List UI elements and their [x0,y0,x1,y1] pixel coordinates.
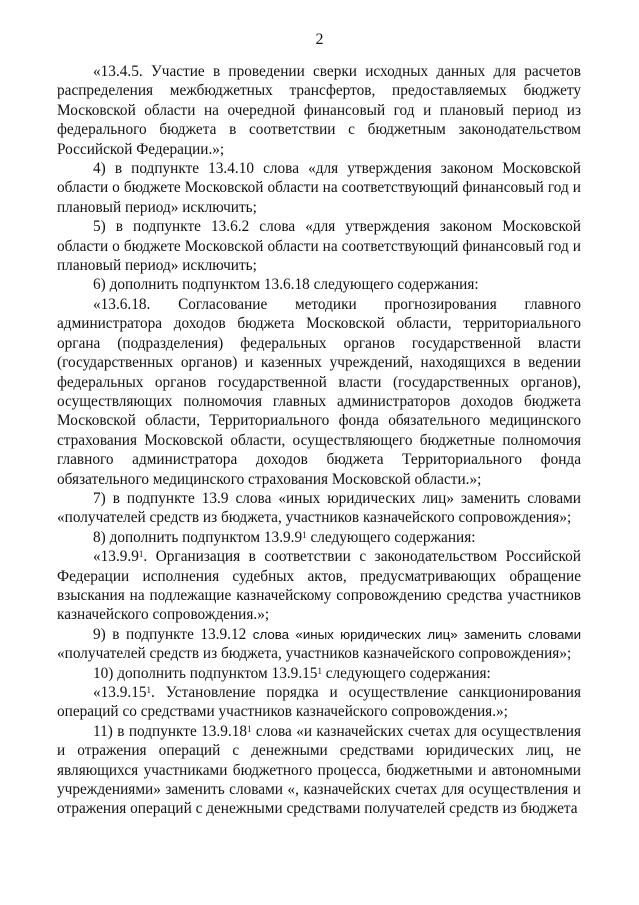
text-run-alt-font: слова «иных юридических лиц» заменить словами [252,626,582,642]
superscript: 1 [302,529,307,540]
text-run: 11) в подпункте 13.9.18 [93,722,248,740]
text-run: 10) дополнить подпунктом 13.9.15 [93,664,318,682]
text-run: следующего содержания: [306,528,476,546]
superscript: 1 [317,665,322,676]
paragraph-item-10 [57,664,581,683]
paragraph-item-7: 7) в подпункте 13.9 слова «иных юридических лиц» заменить словами «получателей средств из бюджета, участников казначейского сопровождения»; [57,489,581,527]
superscript: 1 [138,549,144,560]
paragraph-item-4: 4) в подпункте 13.4.10 слова «для утверждения законом Московской области о бюджете Московской области на соответствующий финансовый год и плановый период» исключить; [57,160,581,216]
document-body [57,62,581,819]
paragraph-13-4-5: «13.4.5. Участие в проведении сверки исходных данных для расчетов распределения межбюджетных трансфертов, предоставляемых бюджету Московской области на очередной финансовый год и плановый период из федерального бюджета в соответствии с бюджетным законодательством Российской Федерации.»; [57,63,581,158]
text-run: 9) в подпункте 13.9.12 [93,625,253,643]
paragraph-13-6-18: «13.6.18. Согласование методики прогнозирования главного администратора доходов бюджета Московской области, территориального органа (подразделения) федеральных органов государственной власти (государственных органов) и казенных учреждений, находящихся в ведении федеральных органов государственной власти (государственных органов), осуществляющих полномочия главных администраторов доходов бюджета Московской области, Территориального фонда обязательного медицинского страхования Московской области, осуществляющего бюджетные полномочия главного администратора доходов бюджета Территориального фонда обязательного медицинского страхования Московской области.»; [57,295,581,488]
text-run: . Организация в соответствии с законодательством Российской Федерации исполнения судебных актов, предусматривающих обращение взыскания на подлежащие казначейскому сопровождению средства участников казначейского сопровождения.»; [57,548,581,624]
text-run: 8) дополнить подпунктом 13.9.9 [93,528,303,546]
text-run: . Установление порядка и осуществление санкционирования операций со средствами участников казначейского сопровождения.»; [57,684,581,721]
paragraph-item-6: 6) дополнить подпунктом 13.6.18 следующего содержания: [93,276,479,294]
page-number: 2 [315,31,324,48]
text-run: «получателей средств из бюджета, участников казначейского сопровождения»; [57,645,572,663]
paragraph-13-9-15-1 [57,683,581,722]
superscript: 1 [146,685,152,695]
text-run: слова «и казначейских счетах для осуществления и отражения операций с денежными средствами юридических лиц, не являющихся участниками бюджетного процесса, бюджетными и автономными учреждениями» заменить словами «, казначейских счетах для осуществления и отражения операций с денежными средствами получателей средств из бюджета [57,722,581,818]
text-run: «13.9.15 [93,684,147,701]
paragraph-13-9-9-1 [57,547,581,625]
paragraph-item-9 [57,625,581,664]
text-run: «13.9.9 [93,548,139,566]
text-run: следующего содержания: [321,664,491,682]
superscript: 1 [247,723,252,734]
paragraph-item-5: 5) в подпункте 13.6.2 слова «для утверждения законом Московской области о бюджете Московской области на соответствующий финансовый год и плановый период» исключить; [57,218,581,275]
paragraph-item-8 [57,528,581,547]
paragraph-item-11 [57,722,581,819]
